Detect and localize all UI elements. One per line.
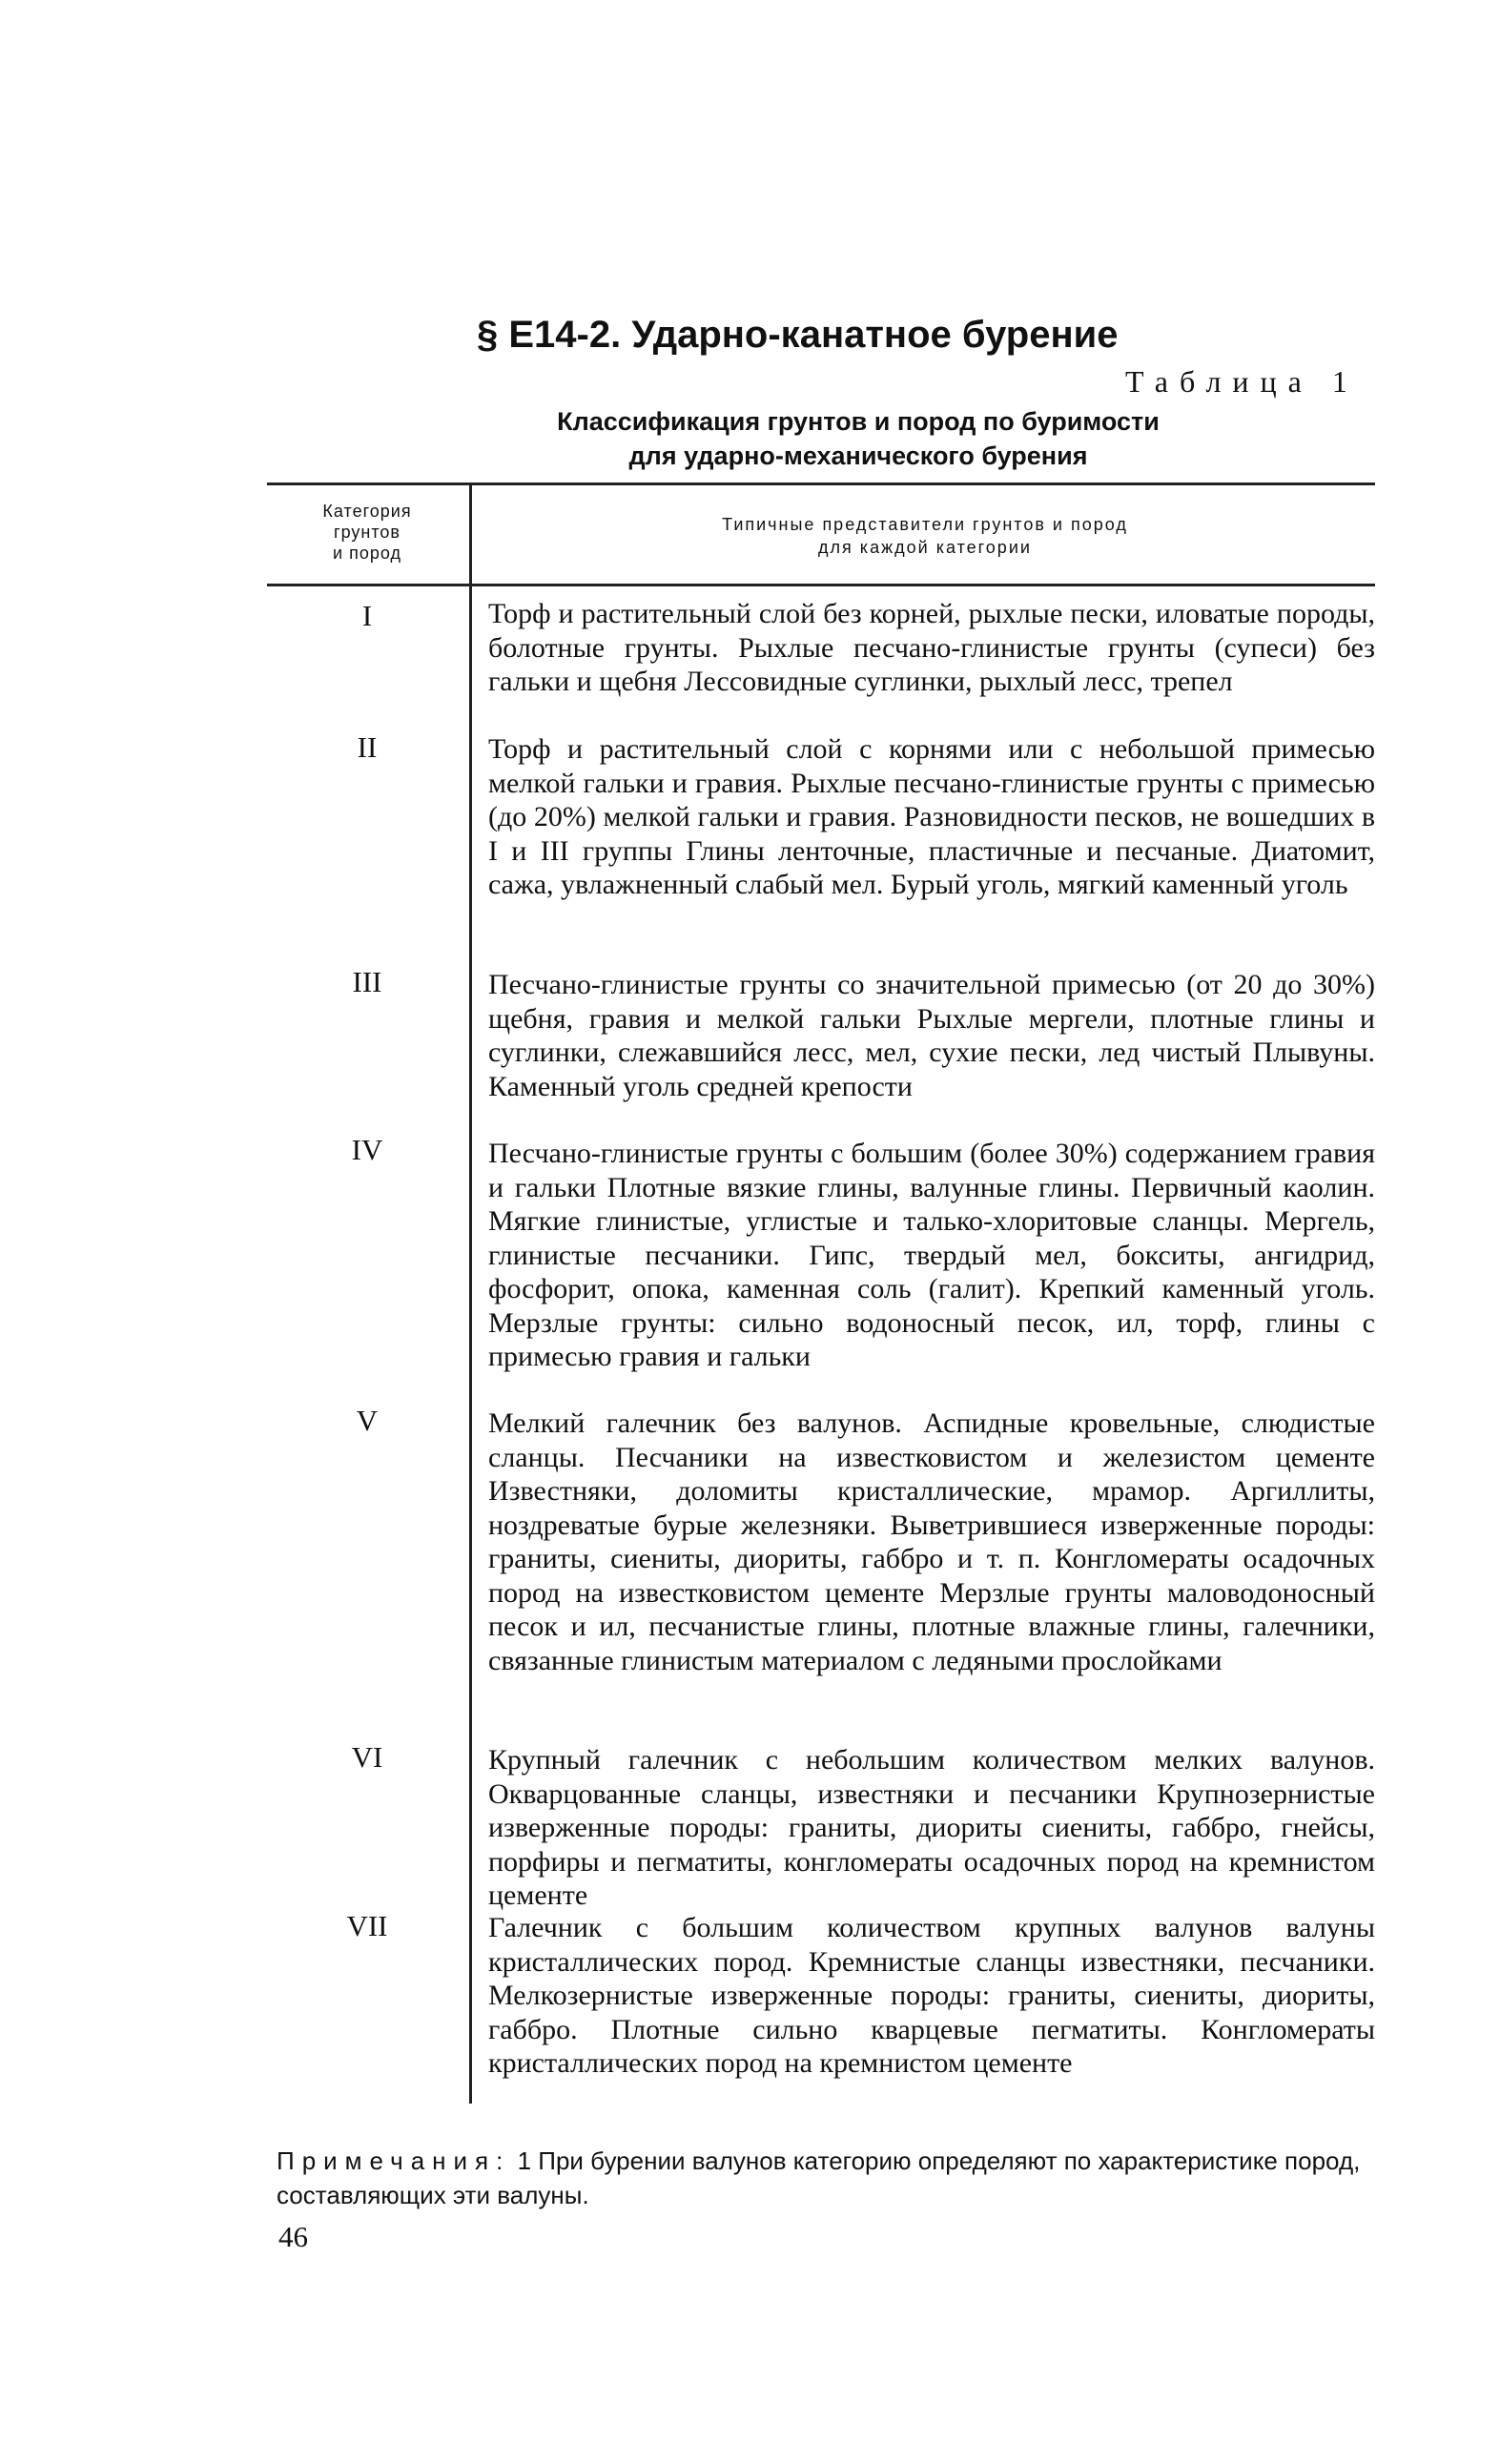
header-description-line-2: для каждой категории — [818, 538, 1032, 557]
header-category-line-1: Категория — [322, 502, 412, 521]
table-caption-line-1: Классификация грунтов и пород по буримости — [557, 407, 1160, 436]
row-description-1: Торф и растительный слой без корней, рыхлые пески, иловатые породы, болотные грунты. Рыхлые песчано-глинистые грунты (супеси) без гальки и щебня Лессовидные суглинки, рыхлый лесс, трепел — [488, 598, 1375, 697]
row-category-7: VII — [346, 1909, 388, 1942]
table-caption — [381, 404, 1335, 473]
header-description — [477, 513, 1373, 559]
row-category-5: V — [356, 1404, 379, 1437]
row-category-3: III — [352, 965, 382, 998]
row-description-6: Крупный галечник с небольшим количеством мелких валунов. Окварцованные сланцы, известняки и песчаники Крупнозернистые изверженные породы: граниты, диориты сиениты, габбро, гнейсы, порфиры и пегматиты, конгломераты осадочных пород на кремнистом цементе — [488, 1744, 1375, 1911]
row-category-4: IV — [351, 1133, 383, 1166]
table-column-divider — [469, 483, 472, 2104]
section-title: § Е14-2. Ударно-канатное бурение — [477, 314, 1119, 356]
row-description-5: Мелкий галечник без валунов. Аспидные кровельные, слюдистые сланцы. Песчаники на известковистом и железистом цементе Известняки, доломиты кристаллические, мрамор. Аргиллиты, ноздреватые бурые железняки. Выветрившиеся изверженные породы: граниты, сиениты, диориты, габбро и т. п. Конгломераты осадочных пород на известковистом цементе Мерзлые грунты маловодоносный песок и ил, песчанистые глины, плотные влажные глины, галечники, связанные глинистым материалом с ледяными прослойками — [488, 1407, 1375, 1676]
table-header-rule — [267, 584, 1375, 586]
table-top-rule — [267, 483, 1375, 485]
row-description-3: Песчано-глинистые грунты со значительной примесью (от 20 до 30%) щебня, гравия и мелкой гальки Рыхлые мергели, плотные глины и суглинки, слежавшийся лесс, мел, сухие пески, лед чистый Плывуны. Каменный уголь средней крепости — [488, 969, 1375, 1102]
table-footnote — [277, 2144, 1373, 2212]
header-category — [267, 501, 467, 564]
header-category-line-3: и пород — [333, 544, 401, 563]
table-caption-line-2: для ударно-механического бурения — [628, 441, 1088, 470]
row-category-2: II — [357, 730, 378, 764]
page-number: 46 — [278, 2220, 308, 2253]
row-description-2: Торф и растительный слой с корнями или с небольшой примесью мелкой гальки и гравия. Рыхлые песчано-глинистые грунты с примесью (до 20%) мелкой гальки и гравия. Разновидности песков, не вошедших в I и III группы Глины ленточные, пластичные и песчаные. Диатомит, сажа, увлажненный слабый мел. Бурый уголь, мягкий каменный уголь — [488, 733, 1375, 900]
footnote-label: Примечания: — [277, 2146, 511, 2175]
header-description-line-1: Типичные представители грунтов и пород — [722, 515, 1128, 534]
row-description-7: Галечник с большим количеством крупных валунов валуны кристаллических пород. Кремнистые сланцы известняки, песчаники. Мелкозернистые изверженные породы: граниты, сиениты, диориты, габбро. Плотные сильно кварцевые пегматиты. Конгломераты кристаллических пород на кремнистом цементе — [488, 1912, 1375, 2079]
header-category-line-2: грунтов — [334, 523, 401, 542]
row-category-1: I — [361, 599, 373, 632]
table-number-label: Таблица 1 — [1125, 364, 1359, 399]
row-description-4: Песчано-глинистые грунты с большим (более 30%) содержанием гравия и гальки Плотные вязкие глины, валунные глины. Первичный каолин. Мягкие глинистые, углистые и талько-хлоритовые сланцы. Мергель, глинистые песчаники. Гипс, твердый мел, бокситы, ангидрид, фосфорит, опока, каменная соль (галит). Крепкий каменный уголь. Мерзлые грунты: сильно водоносный песок, ил, торф, глины с примесью гравия и гальки — [488, 1138, 1375, 1372]
row-category-6: VI — [351, 1740, 383, 1774]
footnote-text: 1 При бурении валунов категорию определяют по характеристике пород, составляющих эти валуны. — [277, 2146, 1361, 2209]
